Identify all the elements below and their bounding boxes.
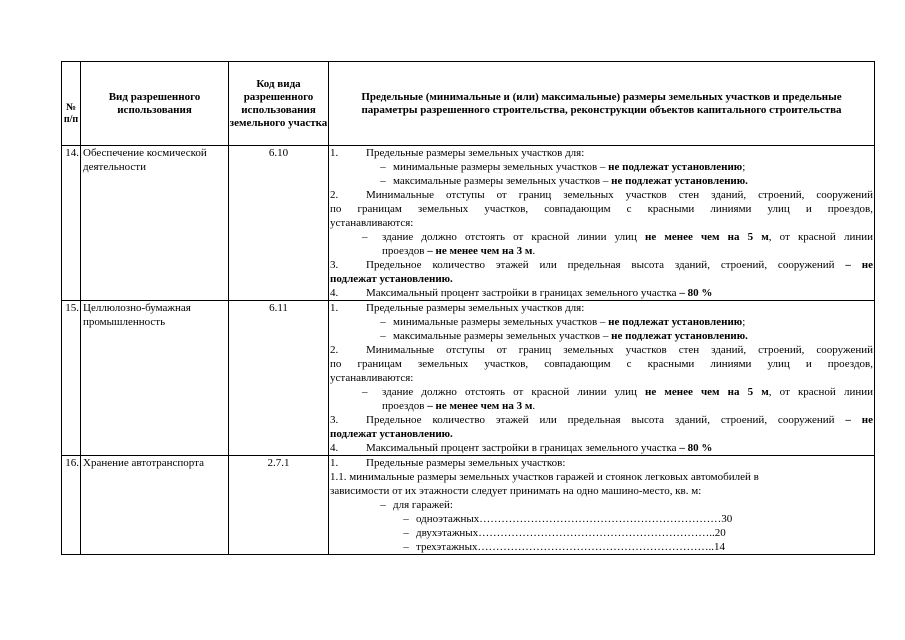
item-number: 3.: [330, 259, 339, 271]
row-number: 14.: [62, 146, 81, 301]
setback-line-2: по границам земельных участков, совпадающим с красными линиями улиц и проездов,: [330, 358, 873, 370]
table-row: [62, 456, 875, 555]
item-number: 3.: [330, 414, 339, 426]
setback-line-1: Минимальные отступы от границ земельных участков стен зданий, строений, сооружений: [366, 189, 873, 201]
row-number: 16.: [62, 456, 81, 555]
subitem-line-1: 1.1. минимальные размеры земельных участков гаражей и стоянок легковых автомобилей в: [330, 471, 759, 483]
header-use-code: Код вида разрешенного использования земельного участка: [229, 62, 329, 146]
floors-value: подлежат установлению.: [330, 428, 453, 440]
max-size-value: не подлежат установлению.: [611, 330, 748, 342]
use-type-name: Обеспечение космической деятельности: [81, 146, 229, 301]
min-size-value: не подлежат установлению: [608, 316, 743, 328]
item-number: 1.: [330, 457, 339, 469]
setback-passage-value: – не менее чем на 3 м: [427, 245, 533, 257]
area-value: 20: [714, 527, 726, 539]
parameters-cell: 1. Предельные размеры земельных участков для: – минимальные размеры земельных участков – не подлежат установлению; – максимальные размеры земельных участков – не подлежат установлению. 2. Минимальные отступы от границ земельных участков стен зданий, строений, сооружений по границам земельных участков, совпадающим с красными линиями улиц и проездов, устанавливаются: – здание должно отстоять от красной линии улиц не менее чем на 5 м, от красной линии проездов – не менее чем на 3 м. 3. Предельное количество этажей или предельная высота зданий, строений, сооружений – не подлежат установлению. 4. Максимальный процент застройки в границах земельного участка – 80 %: [330, 302, 873, 454]
use-type-name: Хранение автотранспорта: [81, 456, 229, 555]
header-parameters: Предельные (минимальные и (или) максимальные) размеры земельных участков и предельные параметры разрешенного строительства, реконструкции объектов капитального строительства: [329, 62, 875, 146]
max-size-text: максимальные размеры земельных участков –: [393, 330, 612, 342]
garages-label: для гаражей:: [393, 499, 453, 511]
coverage-percent: – 80 %: [679, 442, 713, 454]
setback-street-value: не менее чем на 5 м: [645, 386, 769, 398]
min-size-value: не подлежат установлению: [608, 161, 743, 173]
setback-line-1: Минимальные отступы от границ земельных участков стен зданий, строений, сооружений: [366, 344, 873, 356]
setback-passage-value: – не менее чем на 3 м: [427, 400, 533, 412]
item-number: 1.: [330, 147, 339, 159]
table-header-row: [62, 62, 875, 146]
parameters-cell: 1. Предельные размеры земельных участков: 1.1. минимальные размеры земельных участков гаражей и стоянок легковых автомобилей в зависимости от их этажности следует принимать на одно машино-место, кв. м: – для гаражей: – одноэтажных…………………………………………………………30 – двухэтажных………………………………………………………..20 – трехэтажных………………………………………………………..14: [329, 456, 875, 555]
row-number: 15.: [62, 301, 81, 456]
use-type-name: Целлюлозно-бумажная промышленность: [81, 301, 229, 456]
setback-line-3: устанавливаются:: [330, 217, 414, 229]
floors-value: подлежат установлению.: [330, 273, 453, 285]
setback-line-2: по границам земельных участков, совпадающим с красными линиями улиц и проездов,: [330, 203, 873, 215]
use-type-code: 6.11: [229, 301, 329, 456]
setback-street-value: не менее чем на 5 м: [645, 231, 769, 243]
use-type-code: 6.10: [229, 146, 329, 301]
document-table-wrapper: [61, 61, 874, 555]
max-size-text: максимальные размеры земельных участков –: [393, 175, 612, 187]
area-value: 30: [721, 513, 733, 525]
item-text: Предельные размеры земельных участков для:: [366, 147, 585, 159]
list-item: – двухэтажных………………………………………………………..20: [403, 527, 726, 539]
min-size-text: минимальные размеры земельных участков –: [393, 316, 609, 328]
item-number: 4.: [330, 442, 339, 454]
zoning-parameters-table: [61, 61, 875, 555]
subitem-line-2: зависимости от их этажности следует принимать на одно машино-место, кв. м:: [330, 485, 702, 497]
setback-line-3: устанавливаются:: [330, 372, 414, 384]
item-number: 4.: [330, 287, 339, 299]
item-number: 1.: [330, 302, 339, 314]
item-text: Предельные размеры земельных участков для:: [366, 302, 585, 314]
item-number: 2.: [330, 344, 339, 356]
coverage-percent: – 80 %: [679, 287, 713, 299]
list-item: – трехэтажных………………………………………………………..14: [403, 541, 725, 553]
use-type-code: 2.7.1: [229, 456, 329, 555]
min-size-text: минимальные размеры земельных участков –: [393, 161, 609, 173]
parameters-cell: 1. Предельные размеры земельных участков для: – минимальные размеры земельных участков – не подлежат установлению; – максимальные размеры земельных участков – не подлежат установлению. 2. Минимальные отступы от границ земельных участков стен зданий, строений, сооружений по границам земельных участков, совпадающим с красными линиями улиц и проездов, устанавливаются: – здание должно отстоять от красной линии улиц не менее чем на 5 м, от красной линии проездов – не менее чем на 3 м. 3. Предельное количество этажей или предельная высота зданий, строений, сооружений – не подлежат установлению. 4. Максимальный процент застройки в границах земельного участка – 80 %: [330, 147, 873, 299]
table-row: [62, 146, 875, 301]
max-size-value: не подлежат установлению.: [611, 175, 748, 187]
header-number: № п/п: [62, 62, 81, 146]
area-value: 14: [713, 541, 725, 553]
header-use-type: Вид разрешенного использования: [81, 62, 229, 146]
item-number: 2.: [330, 189, 339, 201]
table-row: [62, 301, 875, 456]
list-item: – одноэтажных…………………………………………………………30: [403, 513, 733, 525]
